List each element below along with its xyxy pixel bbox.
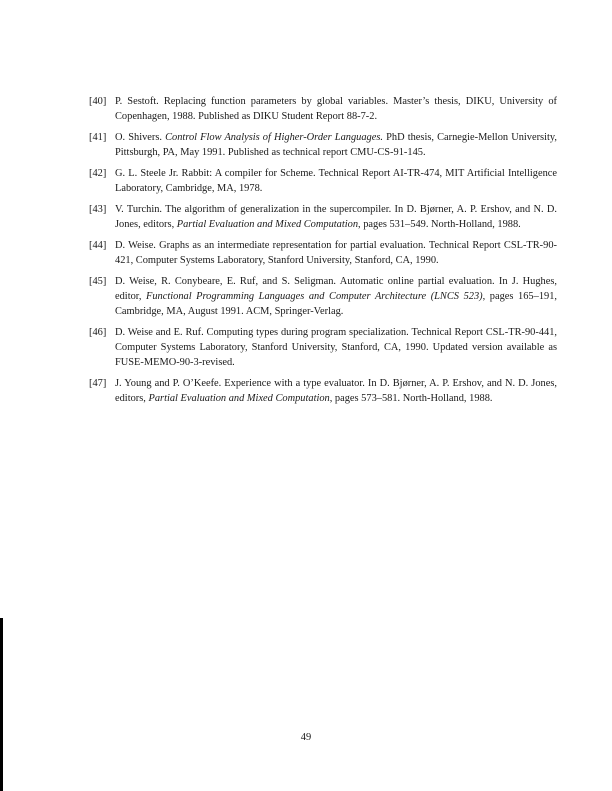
reference-text-segment: J. Young and P. O’Keefe. Experience with a type evaluator. In D. Bjørner, A. P. Ershov, and N. D. Jones, editors, bbox=[115, 378, 557, 404]
reference-entry bbox=[89, 325, 557, 370]
reference-text-segment: , pages 165–191, Cambridge, MA, August 1991. ACM, Springer-Verlag. bbox=[115, 291, 557, 317]
reference-text-segment: G. L. Steele Jr. Rabbit: A compiler for Scheme. Technical Report AI-TR-474, MIT Artificial Intelligence Laboratory, Cambridge, MA, 1978. bbox=[115, 168, 557, 194]
reference-entry bbox=[89, 274, 557, 319]
reference-text bbox=[115, 202, 557, 232]
reference-text bbox=[115, 130, 557, 160]
reference-number: [47] bbox=[89, 378, 107, 389]
reference-text bbox=[115, 238, 557, 268]
reference-text-segment: P. Sestoft. Replacing function parameters by global variables. Master’s thesis, DIKU, University of Copenhagen, 1988. Published as DIKU Student Report 88-7-2. bbox=[115, 96, 557, 122]
reference-text-segment: D. Weise and E. Ruf. Computing types during program specialization. Technical Report CSL-TR-90-441, Computer Systems Laboratory, Stanford University, Stanford, CA, 1990. Updated version available as FUSE-MEMO-90-3-revised. bbox=[115, 327, 557, 368]
reference-text bbox=[115, 94, 557, 124]
reference-list bbox=[89, 94, 557, 412]
reference-text bbox=[115, 166, 557, 196]
reference-title-italic: Control Flow Analysis of Higher-Order Languages. bbox=[165, 132, 384, 143]
reference-entry bbox=[89, 94, 557, 124]
page-number: 49 bbox=[300, 732, 312, 743]
reference-text-segment: D. Weise, R. Conybeare, E. Ruf, and S. Seligman. Automatic online partial evaluation. In J. Hughes, editor, bbox=[115, 276, 557, 302]
reference-text-segment: , pages 573–581. North-Holland, 1988. bbox=[329, 393, 493, 404]
reference-number: [41] bbox=[89, 132, 107, 143]
reference-number: [43] bbox=[89, 204, 107, 215]
reference-entry bbox=[89, 376, 557, 406]
scan-edge-rule bbox=[0, 618, 3, 791]
reference-text bbox=[115, 325, 557, 370]
reference-entry bbox=[89, 238, 557, 268]
reference-number: [40] bbox=[89, 96, 107, 107]
reference-number: [45] bbox=[89, 276, 107, 287]
reference-entry bbox=[89, 166, 557, 196]
reference-text-segment: V. Turchin. The algorithm of generalization in the supercompiler. In D. Bjørner, A. P. Ershov, and N. D. Jones, editors, bbox=[115, 204, 557, 230]
reference-number: [46] bbox=[89, 327, 107, 338]
reference-entry bbox=[89, 202, 557, 232]
reference-number: [42] bbox=[89, 168, 107, 179]
reference-title-italic: Partial Evaluation and Mixed Computation bbox=[148, 393, 330, 404]
reference-number: [44] bbox=[89, 240, 107, 251]
reference-text-segment: , pages 531–549. North-Holland, 1988. bbox=[358, 219, 521, 230]
reference-text-segment: D. Weise. Graphs as an intermediate representation for partial evaluation. Technical Report CSL-TR-90-421, Computer Systems Laboratory, Stanford University, Stanford, CA, 1990. bbox=[115, 240, 557, 266]
reference-text bbox=[115, 376, 557, 406]
reference-text-segment: PhD thesis, Carnegie-Mellon University, Pittsburgh, PA, May 1991. Published as technical report CMU-CS-91-145. bbox=[115, 132, 557, 158]
reference-entry bbox=[89, 130, 557, 160]
reference-title-italic: Functional Programming Languages and Computer Architecture (LNCS 523) bbox=[146, 291, 483, 302]
reference-text bbox=[115, 274, 557, 319]
reference-text-segment: O. Shivers. bbox=[115, 132, 166, 143]
reference-title-italic: Partial Evaluation and Mixed Computation bbox=[176, 219, 359, 230]
